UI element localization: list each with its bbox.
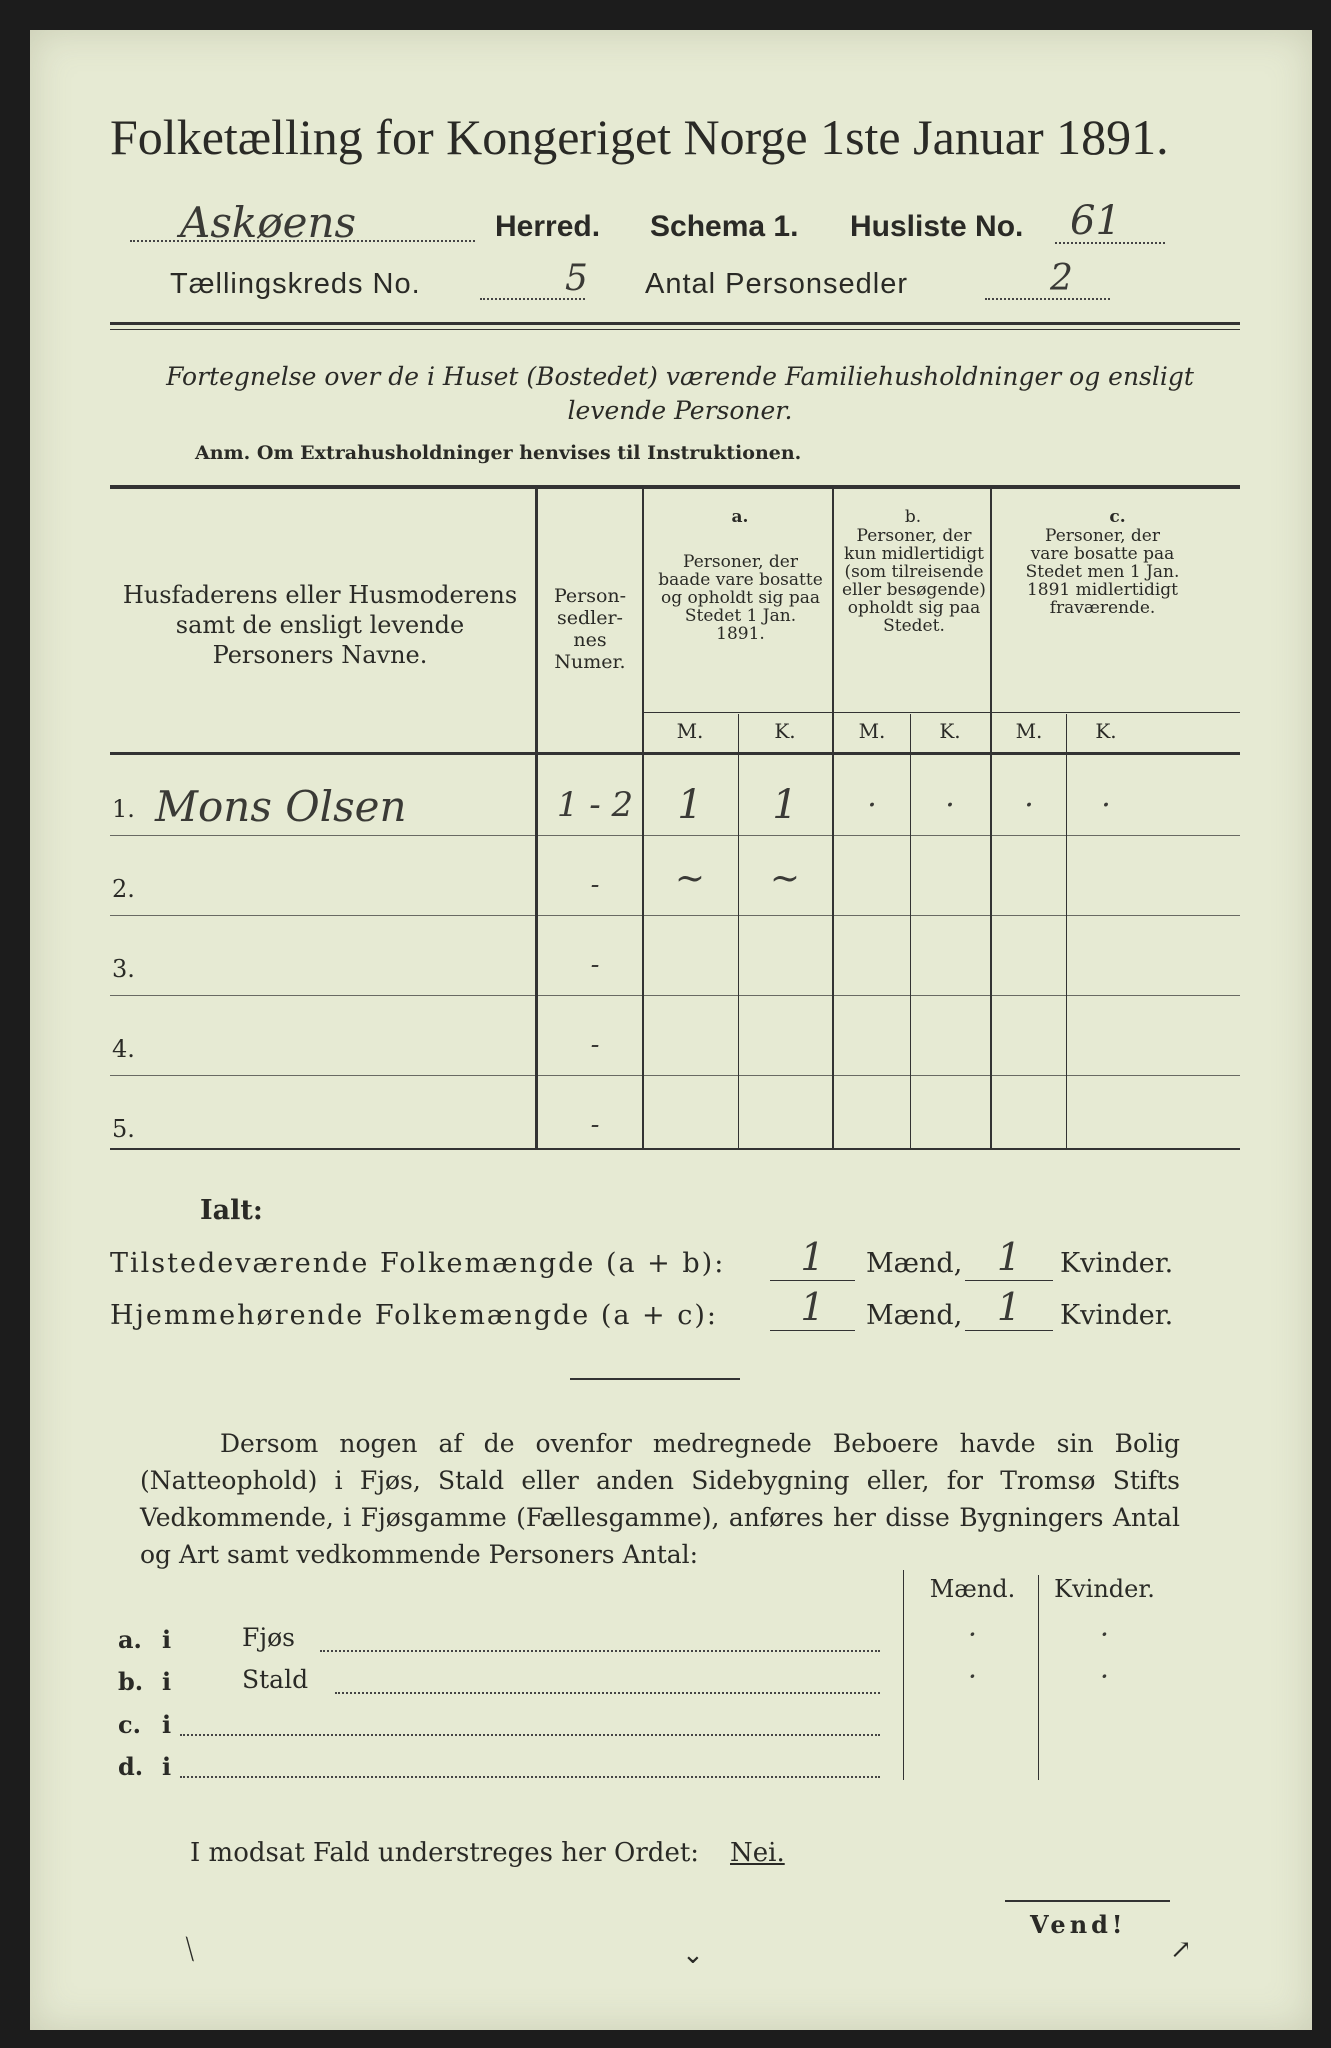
form-title: Folketælling for Kongeriget Norge 1ste Januar 1891. [110, 109, 1169, 165]
row-letter: d. [118, 1752, 144, 1781]
row-kvinder-value: · [1100, 1618, 1109, 1651]
vend-text: Vend! [1030, 1910, 1127, 1939]
col-c-header: Personer, der vare bosatte paa Stedet men 1 Jan. 1891 midlertidigt fraværende. [1025, 526, 1180, 618]
husliste-value: 61 [1070, 198, 1121, 244]
col-a-k-label: K. [774, 719, 796, 743]
row-letter: c. [118, 1710, 141, 1739]
schema-label: Schema 1. [650, 210, 799, 243]
b-m-value: · [867, 788, 877, 823]
row-number: 4. [112, 1035, 135, 1063]
col-b-header: Personer, der kun midlertidigt (som tilreisende eller besøgende) opholdt sig paa Stedet. [842, 526, 986, 636]
fortegnelse-text: Fortegnelse over de i Huset (Bostedet) værende Familiehusholdninger og ensligt levende Personer. [166, 362, 1194, 425]
modsat-text: I modsat Fald understreges her Ordet: [190, 1838, 700, 1868]
col-c-letter: c. [1109, 507, 1126, 527]
row-i: i [162, 1667, 172, 1696]
person-number: - [590, 1110, 600, 1140]
hjemme-label: Hjemmehørende Folkemængde (a + c): [110, 1300, 718, 1331]
tilstede-maend-value: 1 [800, 1235, 825, 1279]
col-b-k-label: K. [939, 719, 961, 743]
row-i: i [162, 1752, 172, 1781]
row-i: i [162, 1710, 172, 1739]
hjemme-kvinder-value: 1 [996, 1285, 1022, 1329]
herred-value: Askøens [180, 198, 357, 247]
census-form-sheet [30, 30, 1312, 2030]
col-c-k-label: K. [1095, 719, 1117, 743]
col-a-header: Personer, der baade vare bosatte og opholdt sig paa Stedet 1 Jan. 1891. [658, 552, 823, 644]
c-m-value: · [1024, 788, 1034, 823]
kreds-label: Tællingskreds No. [170, 268, 421, 300]
col-b-m-label: M. [858, 719, 886, 743]
divider [570, 1378, 740, 1380]
registration-mark-right: ↗ [1170, 1935, 1192, 1965]
row-i: i [162, 1625, 172, 1654]
row-letter: a. [118, 1625, 142, 1654]
herred-label: Herred. [495, 210, 601, 243]
tilstede-label: Tilstedeværende Folkemængde (a + b): [110, 1248, 726, 1279]
a-m-value: ~ [674, 858, 706, 899]
hjemme-kvinder-label: Kvinder. [1060, 1300, 1174, 1331]
tilstede-kvinder-label: Kvinder. [1060, 1248, 1174, 1279]
husliste-label: Husliste No. [850, 210, 1024, 243]
tilstede-maend-label: Mænd, [866, 1248, 963, 1279]
row-maend-value: · [968, 1660, 977, 1693]
dersom-text: Dersom nogen af de ovenfor medregnede Beboere havde sin Bolig (Natteophold) i Fjøs, Stald eller anden Sidebygning eller, for Tromsø Stifts Vedkommende, i Fjøsgamme (Fællesgamme), anføres her disse Bygningers Antal og Art samt vedkommende Personers Antal: [140, 1429, 1180, 1569]
ialt-label: Ialt: [200, 1195, 263, 1226]
registration-mark-center: ⌄ [682, 1940, 704, 1970]
tilstede-kvinder-value: 1 [996, 1235, 1022, 1279]
a-k-value: 1 [772, 782, 798, 828]
anm-text: Anm. Om Extrahusholdninger henvises til Instruktionen. [195, 442, 802, 464]
row-label: Fjøs [242, 1623, 295, 1652]
a-m-value: 1 [677, 782, 703, 828]
b-k-value: · [945, 788, 955, 823]
maend-header: Mænd. [929, 1575, 1016, 1603]
registration-mark-left: ⟍ [174, 1932, 204, 1968]
person-number: - [590, 950, 600, 980]
col-a-m-label: M. [676, 719, 704, 743]
antal-value: 2 [1050, 258, 1073, 299]
a-k-value: ~ [769, 858, 801, 899]
col-num-header: Person-sedler-nes Numer. [553, 585, 627, 673]
person-number: - [590, 1030, 600, 1060]
row-number: 2. [112, 875, 135, 903]
nei-word: Nei. [730, 1838, 785, 1868]
hjemme-maend-label: Mænd, [866, 1300, 963, 1331]
row-number: 1. [112, 795, 135, 823]
row-maend-value: · [968, 1618, 977, 1651]
person-number: 1 - 2 [556, 785, 634, 825]
col-a-letter: a. [731, 507, 749, 527]
row-number: 5. [112, 1115, 135, 1143]
hjemme-maend-value: 1 [800, 1285, 825, 1329]
row-kvinder-value: · [1100, 1660, 1109, 1693]
kreds-value: 5 [565, 258, 588, 299]
col-b-letter: b. [904, 507, 922, 527]
c-k-value: · [1101, 788, 1111, 823]
col-c-m-label: M. [1015, 719, 1043, 743]
col-name-header: Husfaderens eller Husmoderens samt de ensligt levende Personers Navne. [122, 581, 518, 669]
row-label: Stald [242, 1665, 309, 1694]
person-number: - [590, 870, 600, 900]
person-name: Mons Olsen [155, 782, 407, 831]
row-number: 3. [112, 955, 135, 983]
row-letter: b. [118, 1667, 144, 1696]
antal-label: Antal Personsedler [645, 268, 909, 300]
kvinder-header: Kvinder. [1054, 1575, 1155, 1603]
